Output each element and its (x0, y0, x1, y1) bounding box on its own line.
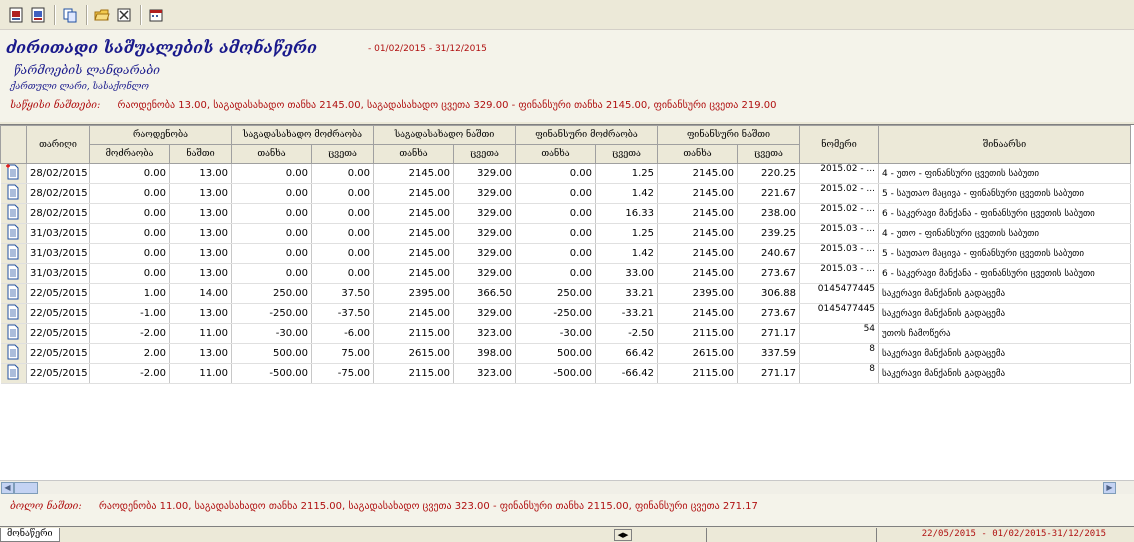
cell-date[interactable]: 22/05/2015 (27, 284, 90, 304)
cell-tma[interactable]: 0.00 (232, 184, 312, 204)
cell-date[interactable]: 22/05/2015 (27, 364, 90, 384)
cell-qm[interactable]: 0.00 (90, 224, 170, 244)
row-icon-cell[interactable] (1, 324, 27, 344)
cell-qb[interactable]: 13.00 (170, 164, 232, 184)
column-group-tax-movement: საგადასახადო მოძრაობა (232, 126, 374, 145)
cell-tma[interactable]: -500.00 (232, 364, 312, 384)
row-icon-cell[interactable] (1, 264, 27, 284)
cell-date[interactable]: 31/03/2015 (27, 224, 90, 244)
cell-fmd[interactable]: -2.50 (596, 324, 658, 344)
cell-tma[interactable]: 0.00 (232, 244, 312, 264)
cell-fma[interactable]: 0.00 (516, 164, 596, 184)
calendar-button[interactable] (146, 5, 166, 25)
cell-fbd[interactable]: 306.88 (738, 284, 800, 304)
cell-number[interactable]: 54 (800, 324, 879, 344)
cell-tba[interactable]: 2145.00 (374, 264, 454, 284)
row-icon-cell[interactable] (1, 204, 27, 224)
cell-fmd[interactable]: 33.00 (596, 264, 658, 284)
column-group-fin-balance: ფინანსური ნაშთი (658, 126, 800, 145)
column-header-fin-bal-dep[interactable]: ცვეთა (738, 145, 800, 164)
cell-date[interactable]: 31/03/2015 (27, 264, 90, 284)
row-icon-cell[interactable] (1, 184, 27, 204)
cell-tmd[interactable]: 0.00 (312, 164, 374, 184)
cell-tbd[interactable]: 366.50 (454, 284, 516, 304)
close-icon (116, 7, 132, 23)
cell-content[interactable]: 5 - საუთაო მაცივა - ფინანსური ცვეთის საბუთი (879, 184, 1131, 204)
cell-tmd[interactable]: 37.50 (312, 284, 374, 304)
cell-fba[interactable]: 2395.00 (658, 284, 738, 304)
initial-balance-label: საწყისი ნაშთები: (10, 100, 101, 111)
toolbar-separator (86, 5, 88, 25)
cell-fma[interactable]: 0.00 (516, 224, 596, 244)
chevron-right-icon: ▶ (1106, 483, 1113, 492)
cell-tba[interactable]: 2395.00 (374, 284, 454, 304)
cell-content[interactable]: 4 - უთო - ფინანსური ცვეთის საბუთი (879, 224, 1131, 244)
cell-fma[interactable]: 0.00 (516, 244, 596, 264)
final-balance-values: რაოდენობა 11.00, საგადასახადო თანხა 2115.00, საგადასახადო ცვეთა 323.00 - ფინანსური თანხა 2115.00, ფინანსური ცვეთა 271.17 (98, 501, 758, 512)
cell-tba[interactable]: 2145.00 (374, 304, 454, 324)
document-icon (6, 324, 20, 340)
scroll-thumb[interactable] (14, 482, 38, 494)
print-preview-button[interactable] (28, 5, 48, 25)
cell-content[interactable]: 4 - უთო - ფინანსური ცვეთის საბუთი (879, 164, 1131, 184)
table-row[interactable] (1, 164, 1131, 184)
cell-tba[interactable]: 2145.00 (374, 224, 454, 244)
cell-tmd[interactable]: -6.00 (312, 324, 374, 344)
document-icon (6, 244, 20, 260)
cell-number[interactable]: 2015.02 - ... (800, 164, 879, 184)
report-subtitle: წარმოების ლანდარაბი (14, 63, 161, 77)
row-icon-cell[interactable] (1, 304, 27, 324)
cell-tmd[interactable]: -75.00 (312, 364, 374, 384)
cell-tba[interactable]: 2145.00 (374, 244, 454, 264)
copy-icon (62, 7, 78, 23)
cell-content[interactable]: საკერავი მანქანის გადაცემა (879, 364, 1131, 384)
header-row-1 (1, 126, 1131, 145)
cell-fba[interactable]: 2115.00 (658, 324, 738, 344)
cell-fmd[interactable]: -66.42 (596, 364, 658, 384)
cell-content[interactable]: 6 - საკერავი მანქანა - ფინანსური ცვეთის საბუთი (879, 204, 1131, 224)
row-icon-cell[interactable] (1, 224, 27, 244)
cell-fmd[interactable]: 1.25 (596, 164, 658, 184)
row-icon-cell[interactable] (1, 284, 27, 304)
cell-tma[interactable]: 500.00 (232, 344, 312, 364)
cell-fbd[interactable]: 221.67 (738, 184, 800, 204)
cell-fbd[interactable]: 271.17 (738, 364, 800, 384)
column-group-fin-movement: ფინანსური მოძრაობა (516, 126, 658, 145)
cell-fba[interactable]: 2145.00 (658, 304, 738, 324)
cell-qm[interactable]: 0.00 (90, 164, 170, 184)
document-icon (6, 364, 20, 380)
cell-fbd[interactable]: 238.00 (738, 204, 800, 224)
cell-fba[interactable]: 2145.00 (658, 164, 738, 184)
cell-tmd[interactable]: 0.00 (312, 224, 374, 244)
cell-tbd[interactable]: 329.00 (454, 204, 516, 224)
document-icon (6, 204, 20, 220)
chevron-left-icon: ◀ (4, 483, 11, 492)
cell-tbd[interactable]: 323.00 (454, 364, 516, 384)
cell-qb[interactable]: 13.00 (170, 224, 232, 244)
cell-fmd[interactable]: 33.21 (596, 284, 658, 304)
cell-fmd[interactable]: 1.42 (596, 244, 658, 264)
cell-content[interactable]: საკერავი მანქანის გადაცემა (879, 344, 1131, 364)
cell-qm[interactable]: -1.00 (90, 304, 170, 324)
cell-tba[interactable]: 2145.00 (374, 184, 454, 204)
table-row[interactable] (1, 324, 1131, 344)
cell-content[interactable]: 5 - საუთაო მაცივა - ფინანსური ცვეთის საბუთი (879, 244, 1131, 264)
cell-tbd[interactable]: 329.00 (454, 264, 516, 284)
cell-fba[interactable]: 2145.00 (658, 204, 738, 224)
cell-date[interactable]: 28/02/2015 (27, 184, 90, 204)
row-icon-cell[interactable] (1, 364, 27, 384)
cell-tmd[interactable]: -37.50 (312, 304, 374, 324)
column-header-tax-move-dep[interactable]: ცვეთა (312, 145, 374, 164)
row-icon-cell[interactable] (1, 244, 27, 264)
sheet-tab[interactable]: მონაწერი (0, 528, 60, 542)
row-icon-cell[interactable] (1, 164, 27, 184)
status-bar (0, 526, 1134, 542)
cell-qm[interactable]: 0.00 (90, 244, 170, 264)
table-row[interactable] (1, 364, 1131, 384)
document-icon (6, 224, 20, 240)
open-folder-icon (94, 7, 110, 23)
cell-fmd[interactable]: 66.42 (596, 344, 658, 364)
cell-fmd[interactable]: 1.25 (596, 224, 658, 244)
cell-fma[interactable]: -250.00 (516, 304, 596, 324)
toolbar-separator (140, 5, 142, 25)
cell-number[interactable]: 2015.03 - ... (800, 264, 879, 284)
cell-tba[interactable]: 2615.00 (374, 344, 454, 364)
document-icon (6, 344, 20, 360)
column-group-tax-balance: საგადასახადო ნაშთი (374, 126, 516, 145)
cell-fba[interactable]: 2115.00 (658, 364, 738, 384)
scroll-right-button[interactable] (1103, 482, 1116, 494)
cell-fbd[interactable]: 271.17 (738, 324, 800, 344)
table-row[interactable] (1, 184, 1131, 204)
copy-button[interactable] (60, 5, 80, 25)
toolbar (0, 0, 1134, 30)
statement-table (0, 125, 1131, 384)
cell-content[interactable]: საკერავი მანქანის გადაცემა (879, 304, 1131, 324)
print-preview-icon (30, 7, 46, 23)
cell-tba[interactable]: 2115.00 (374, 324, 454, 344)
cell-content[interactable]: უთოს ჩამოწერა (879, 324, 1131, 344)
cell-tmd[interactable]: 75.00 (312, 344, 374, 364)
cell-tbd[interactable]: 398.00 (454, 344, 516, 364)
cell-number[interactable]: 8 (800, 344, 879, 364)
cell-qb[interactable]: 13.00 (170, 244, 232, 264)
calendar-icon (148, 7, 164, 23)
cell-date[interactable]: 31/03/2015 (27, 244, 90, 264)
cell-qm[interactable]: 0.00 (90, 204, 170, 224)
report-header (0, 30, 1134, 122)
cell-tma[interactable]: 0.00 (232, 264, 312, 284)
cell-date[interactable]: 22/05/2015 (27, 344, 90, 364)
cell-tba[interactable]: 2115.00 (374, 364, 454, 384)
cell-number[interactable]: 2015.03 - ... (800, 244, 879, 264)
cell-fbd[interactable]: 239.25 (738, 224, 800, 244)
cell-fbd[interactable]: 240.67 (738, 244, 800, 264)
report-footer (0, 494, 1134, 526)
cell-fba[interactable]: 2145.00 (658, 244, 738, 264)
column-header-number[interactable]: ნომერი (800, 126, 879, 164)
column-group-quantity: რაოდენობა (90, 126, 232, 145)
cell-fma[interactable]: 500.00 (516, 344, 596, 364)
cell-fma[interactable]: 0.00 (516, 184, 596, 204)
tab-navigation[interactable] (614, 529, 632, 541)
cell-tma[interactable]: -30.00 (232, 324, 312, 344)
print-icon (8, 7, 24, 23)
cell-tmd[interactable]: 0.00 (312, 264, 374, 284)
chevron-left-right-icon: ◀▶ (617, 531, 629, 539)
cell-tma[interactable]: 250.00 (232, 284, 312, 304)
status-panel-separator (706, 528, 707, 542)
row-icon-cell[interactable] (1, 344, 27, 364)
statement-grid[interactable] (0, 124, 1134, 480)
cell-number[interactable]: 0145477445 (800, 284, 879, 304)
cell-fbd[interactable]: 273.67 (738, 304, 800, 324)
cell-number[interactable]: 2015.02 - ... (800, 184, 879, 204)
table-row[interactable] (1, 304, 1131, 324)
cell-tma[interactable]: -250.00 (232, 304, 312, 324)
open-folder-button[interactable] (92, 5, 112, 25)
cell-fbd[interactable]: 273.67 (738, 264, 800, 284)
cell-date[interactable]: 22/05/2015 (27, 304, 90, 324)
cell-qb[interactable]: 11.00 (170, 364, 232, 384)
cell-fba[interactable]: 2145.00 (658, 224, 738, 244)
cell-tma[interactable]: 0.00 (232, 224, 312, 244)
table-row[interactable] (1, 224, 1131, 244)
document-icon (6, 284, 20, 300)
initial-balance (10, 100, 777, 111)
document-icon (6, 304, 20, 320)
cell-qb[interactable]: 13.00 (170, 184, 232, 204)
report-filter: ქართული ლარი, სასაქონლო (10, 82, 149, 92)
document-icon (6, 264, 20, 280)
cell-fba[interactable]: 2145.00 (658, 264, 738, 284)
column-header-fin-move-amount[interactable]: თანხა (516, 145, 596, 164)
cell-fma[interactable]: 0.00 (516, 204, 596, 224)
table-row[interactable] (1, 344, 1131, 364)
cell-tbd[interactable]: 323.00 (454, 324, 516, 344)
column-header-tax-bal-amount[interactable]: თანხა (374, 145, 454, 164)
cell-fbd[interactable]: 337.59 (738, 344, 800, 364)
close-button[interactable] (114, 5, 134, 25)
cell-qb[interactable]: 13.00 (170, 344, 232, 364)
report-period: - 01/02/2015 - 31/12/2015 (368, 44, 487, 54)
column-header-fin-bal-amount[interactable]: თანხა (658, 145, 738, 164)
icon-column-header (1, 126, 27, 164)
cell-qb[interactable]: 13.00 (170, 304, 232, 324)
cell-qb[interactable]: 14.00 (170, 284, 232, 304)
table-row[interactable] (1, 204, 1131, 224)
cell-tbd[interactable]: 329.00 (454, 304, 516, 324)
status-panel-separator (876, 528, 877, 542)
cell-qm[interactable]: 2.00 (90, 344, 170, 364)
cell-tmd[interactable]: 0.00 (312, 244, 374, 264)
cell-fba[interactable]: 2615.00 (658, 344, 738, 364)
cell-qm[interactable]: -2.00 (90, 324, 170, 344)
cell-qb[interactable]: 13.00 (170, 204, 232, 224)
horizontal-scrollbar[interactable] (0, 480, 1134, 494)
column-header-qty-move[interactable]: მოძრაობა (90, 145, 170, 164)
cell-content[interactable]: საკერავი მანქანის გადაცემა (879, 284, 1131, 304)
cell-tma[interactable]: 0.00 (232, 164, 312, 184)
table-row[interactable] (1, 284, 1131, 304)
scroll-left-button[interactable] (1, 482, 14, 494)
cell-fma[interactable]: -30.00 (516, 324, 596, 344)
cell-number[interactable]: 0145477445 (800, 304, 879, 324)
cell-fma[interactable]: 250.00 (516, 284, 596, 304)
report-title: ძირითადი საშუალების ამონაწერი (6, 38, 317, 57)
column-header-tax-move-amount[interactable]: თანხა (232, 145, 312, 164)
cell-fbd[interactable]: 220.25 (738, 164, 800, 184)
status-text: 22/05/2015 - 01/02/2015-31/12/2015 (921, 529, 1106, 539)
table-row[interactable] (1, 244, 1131, 264)
toolbar-separator (54, 5, 56, 25)
cell-qm[interactable]: 1.00 (90, 284, 170, 304)
cell-qb[interactable]: 11.00 (170, 324, 232, 344)
cell-fma[interactable]: -500.00 (516, 364, 596, 384)
cell-tbd[interactable]: 329.00 (454, 244, 516, 264)
cell-content[interactable]: 6 - საკერავი მანქანა - ფინანსური ცვეთის საბუთი (879, 264, 1131, 284)
cell-date[interactable]: 28/02/2015 (27, 164, 90, 184)
cell-qm[interactable]: 0.00 (90, 264, 170, 284)
cell-tba[interactable]: 2145.00 (374, 204, 454, 224)
cell-fmd[interactable]: -33.21 (596, 304, 658, 324)
cell-tbd[interactable]: 329.00 (454, 224, 516, 244)
cell-fma[interactable]: 0.00 (516, 264, 596, 284)
column-header-fin-move-dep[interactable]: ცვეთა (596, 145, 658, 164)
final-balance-label: ბოლო ნაშთი: (10, 501, 82, 512)
cell-tmd[interactable]: 0.00 (312, 184, 374, 204)
cell-date[interactable]: 28/02/2015 (27, 204, 90, 224)
new-document-icon (6, 164, 20, 180)
column-header-qty-balance[interactable]: ნაშთი (170, 145, 232, 164)
table-row[interactable] (1, 264, 1131, 284)
column-header-tax-bal-dep[interactable]: ცვეთა (454, 145, 516, 164)
cell-number[interactable]: 2015.02 - ... (800, 204, 879, 224)
print-button[interactable] (6, 5, 26, 25)
initial-balance-values: რაოდენობა 13.00, საგადასახადო თანხა 2145.00, საგადასახადო ცვეთა 329.00 - ფინანსური თანხა 2145.00, ფინანსური ცვეთა 219.00 (117, 100, 777, 111)
cell-fba[interactable]: 2145.00 (658, 184, 738, 204)
cell-fmd[interactable]: 16.33 (596, 204, 658, 224)
cell-tmd[interactable]: 0.00 (312, 204, 374, 224)
cell-tbd[interactable]: 329.00 (454, 164, 516, 184)
cell-tbd[interactable]: 329.00 (454, 184, 516, 204)
cell-date[interactable]: 22/05/2015 (27, 324, 90, 344)
column-header-date[interactable]: თარიღი (27, 126, 90, 164)
cell-fmd[interactable]: 1.42 (596, 184, 658, 204)
final-balance (10, 501, 758, 512)
cell-number[interactable]: 8 (800, 364, 879, 384)
document-icon (6, 184, 20, 200)
column-header-content[interactable]: შინაარსი (879, 126, 1131, 164)
cell-tma[interactable]: 0.00 (232, 204, 312, 224)
cell-qb[interactable]: 13.00 (170, 264, 232, 284)
cell-qm[interactable]: 0.00 (90, 184, 170, 204)
cell-number[interactable]: 2015.03 - ... (800, 224, 879, 244)
cell-tba[interactable]: 2145.00 (374, 164, 454, 184)
cell-qm[interactable]: -2.00 (90, 364, 170, 384)
